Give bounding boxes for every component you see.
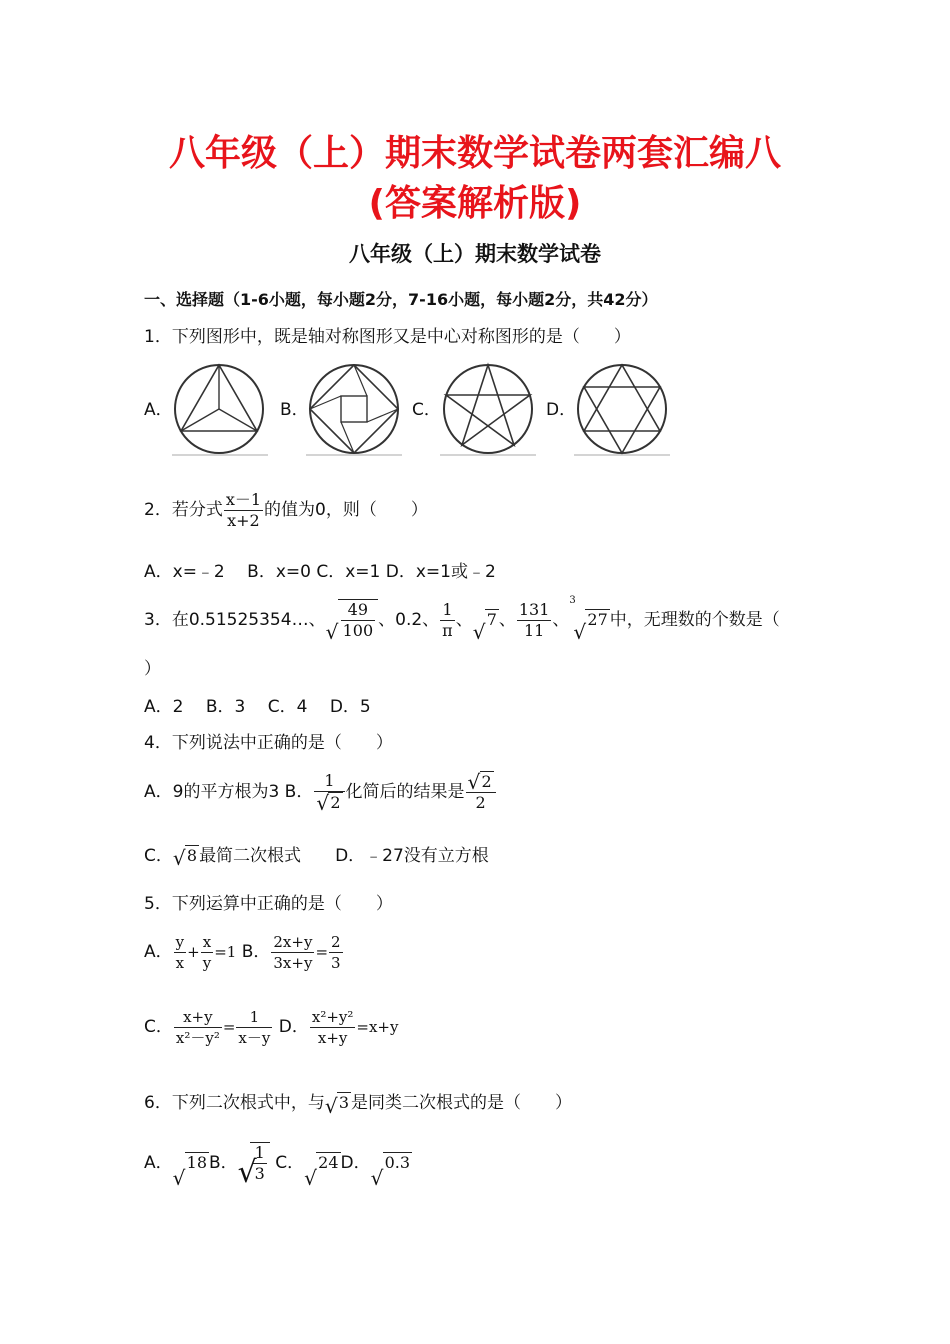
q5-c-eq: = — [222, 1018, 236, 1036]
q6-stem-tail: 是同类二次根式的是（ ） — [351, 1093, 573, 1113]
q5-b-r-num: 2 — [331, 932, 341, 951]
q5-option-a-label: A． — [144, 942, 173, 962]
q3-cbrt-val: 27 — [587, 610, 608, 629]
q3-sep: 、 — [455, 610, 473, 630]
q3-f1-den: π — [442, 620, 453, 640]
q2-stem-tail: 的值为0，则（ ） — [264, 500, 428, 520]
q3-fraction-131-11 — [517, 600, 552, 641]
q5-a-result: =1 — [214, 943, 237, 961]
q5-d-result: =x+y — [356, 1018, 399, 1036]
q4-option-a: A．9的平方根为3 — [144, 782, 280, 802]
q1-figure-b-square-pinwheel — [306, 362, 402, 458]
q5-a-f1-num: y — [175, 932, 185, 951]
q5-a-f1-den: x — [175, 953, 185, 972]
q4-sqrt2-over-2: √ 2 2 — [466, 771, 496, 813]
q3-cbrt-index: 3 — [569, 595, 576, 606]
document-title: 八年级（上）期末数学试卷两套汇编八 — [168, 133, 781, 174]
exam-subtitle: 八年级（上）期末数学试卷 — [349, 242, 601, 266]
q6-sqrt-one-third: √ $\frac{1}{3}$ — [238, 1138, 270, 1188]
q5-c-r-den: x－y — [238, 1028, 271, 1047]
q2-frac-denominator: x+2 — [227, 510, 260, 530]
q5-c-r-num: 1 — [236, 1007, 272, 1028]
q5-d-den: x+y — [317, 1028, 348, 1047]
q5-c-result-frac — [236, 1007, 272, 1048]
q3-one-over-pi — [440, 600, 455, 641]
q5-a-f2-den: y — [202, 953, 212, 972]
question-4-options-ab — [144, 770, 497, 814]
q4-option-c-text: 最简二次根式 — [199, 846, 302, 866]
q4-b-res-num: 2 — [481, 772, 492, 791]
q3-sqrt7-val: 7 — [486, 610, 497, 629]
q6-option-d-label: D． — [340, 1153, 371, 1173]
q5-c-frac — [174, 1007, 222, 1048]
question-1-stem: 1．下列图形中，既是轴对称图形又是中心对称图形的是（ ） — [144, 327, 631, 347]
q5-c-num: x+y — [174, 1007, 222, 1028]
q5-a-frac2 — [201, 932, 213, 973]
q3-stem-text: 3．在0.51525354…、 — [144, 610, 326, 630]
q6-rad-val: 3 — [338, 1093, 350, 1112]
q2-frac-numerator: x－1 — [225, 489, 262, 509]
question-4-stem: 4．下列说法中正确的是（ ） — [144, 733, 393, 753]
q5-b-den: 3x+y — [273, 953, 313, 972]
q1-option-d-label: D． — [546, 400, 577, 420]
q5-a-frac1 — [174, 932, 186, 973]
question-2-stem — [144, 488, 428, 532]
q1-figure-a-triangle-circle — [172, 362, 268, 458]
question-5-options-ab — [144, 929, 344, 975]
q4-sqrt-8: √ 8 — [172, 846, 198, 870]
q4-one-over-sqrt2: 1 √ 2 — [314, 771, 344, 813]
question-3-options: A．2 B．3 C．4 D．5 — [144, 697, 371, 717]
q4-c-rad: 8 — [186, 846, 198, 865]
q3-f2-num: 131 — [518, 599, 550, 619]
q6-c-rad: 24 — [318, 1153, 339, 1172]
q4-option-b-label: B． — [284, 782, 314, 802]
q2-stem-text: 2．若分式 — [144, 500, 223, 520]
question-5-stem: 5．下列运算中正确的是（ ） — [144, 894, 393, 914]
question-6-options — [144, 1138, 412, 1188]
q4-option-c-label: C． — [144, 846, 173, 866]
q5-b-result-frac — [329, 932, 343, 973]
q6-a-rad: 18 — [186, 1153, 207, 1172]
q6-d-rad: 0.3 — [384, 1153, 411, 1172]
q4-option-b-text: 化简后的结果是 — [345, 782, 465, 802]
q6-b-den: 3 — [254, 1164, 265, 1183]
q5-option-b-label: B． — [241, 942, 271, 962]
q6-sqrt-3: √ 3 — [324, 1093, 350, 1118]
q3-sqrt-fraction: √ $\frac{49}{100}$ — [326, 598, 379, 642]
q1-option-b-label: B． — [280, 400, 309, 420]
q1-figure-c-star-circle — [440, 362, 536, 458]
q5-d-frac — [310, 1007, 356, 1048]
q3-stem-tail: 中，无理数的个数是（ — [609, 610, 780, 630]
q5-b-frac — [271, 932, 314, 973]
question-4-options-cd — [144, 844, 489, 868]
q5-b-eq: = — [315, 943, 329, 961]
q6-b-num: 1 — [254, 1143, 265, 1162]
q5-option-c-label: C． — [144, 1017, 173, 1037]
q3-sqrt-num: 49 — [341, 600, 376, 621]
q3-sep: 、0.2、 — [378, 610, 440, 630]
q1-figure-d-hexagram-circle — [574, 362, 670, 458]
question-5-options-cd — [144, 1002, 398, 1052]
q3-sqrt-den: 100 — [342, 621, 374, 640]
q4-b-res-den: 2 — [475, 793, 486, 812]
q6-sqrt-18: √ 18 — [172, 1153, 207, 1190]
q6-option-c-label: C． — [275, 1153, 305, 1173]
q3-f1-num: 1 — [440, 600, 455, 621]
q5-a-f2-num: x — [201, 932, 213, 953]
q1-option-c-label: C． — [412, 400, 441, 420]
question-2-options: A．x=﹣2 B．x=0 C．x=1 D．x=1或﹣2 — [144, 562, 496, 582]
q4-option-d: D．﹣27没有立方根 — [335, 846, 489, 866]
q6-sqrt-0-3: √ 0.3 — [370, 1153, 411, 1190]
q1-option-a-label: A． — [144, 400, 173, 420]
q3-sep: 、 — [552, 610, 570, 630]
q3-f2-den: 11 — [523, 620, 545, 640]
question-6-stem — [144, 1090, 572, 1116]
q3-cube-root-27: 3 √ 27 — [569, 595, 608, 644]
q5-b-num: 2x+y — [273, 932, 313, 951]
q5-b-r-den: 3 — [331, 953, 341, 972]
q5-c-den: x²－y² — [175, 1028, 220, 1047]
q5-a-plus: + — [187, 943, 200, 961]
q5-option-d-label: D． — [278, 1017, 309, 1037]
q6-option-b-label: B． — [209, 1153, 238, 1173]
q4-b-den: 2 — [330, 793, 341, 812]
section-heading: 一、选择题（1-6小题，每小题2分，7-16小题，每小题2分，共42分） — [144, 290, 658, 309]
q6-option-a-label: A． — [144, 1153, 173, 1173]
q3-sep: 、 — [498, 610, 516, 630]
q2-fraction — [224, 490, 263, 531]
question-3-stem — [144, 595, 780, 644]
question-3-stem-close: ） — [144, 659, 161, 679]
document-title-suffix: (答案解析版) — [368, 183, 582, 224]
q4-b-num: 1 — [314, 771, 344, 792]
q6-stem-text: 6．下列二次根式中，与 — [144, 1093, 325, 1113]
q6-sqrt-24: √ 24 — [304, 1153, 339, 1190]
q3-sqrt-7: √ 7 — [472, 610, 497, 644]
q5-d-num: x²+y² — [311, 1007, 354, 1026]
